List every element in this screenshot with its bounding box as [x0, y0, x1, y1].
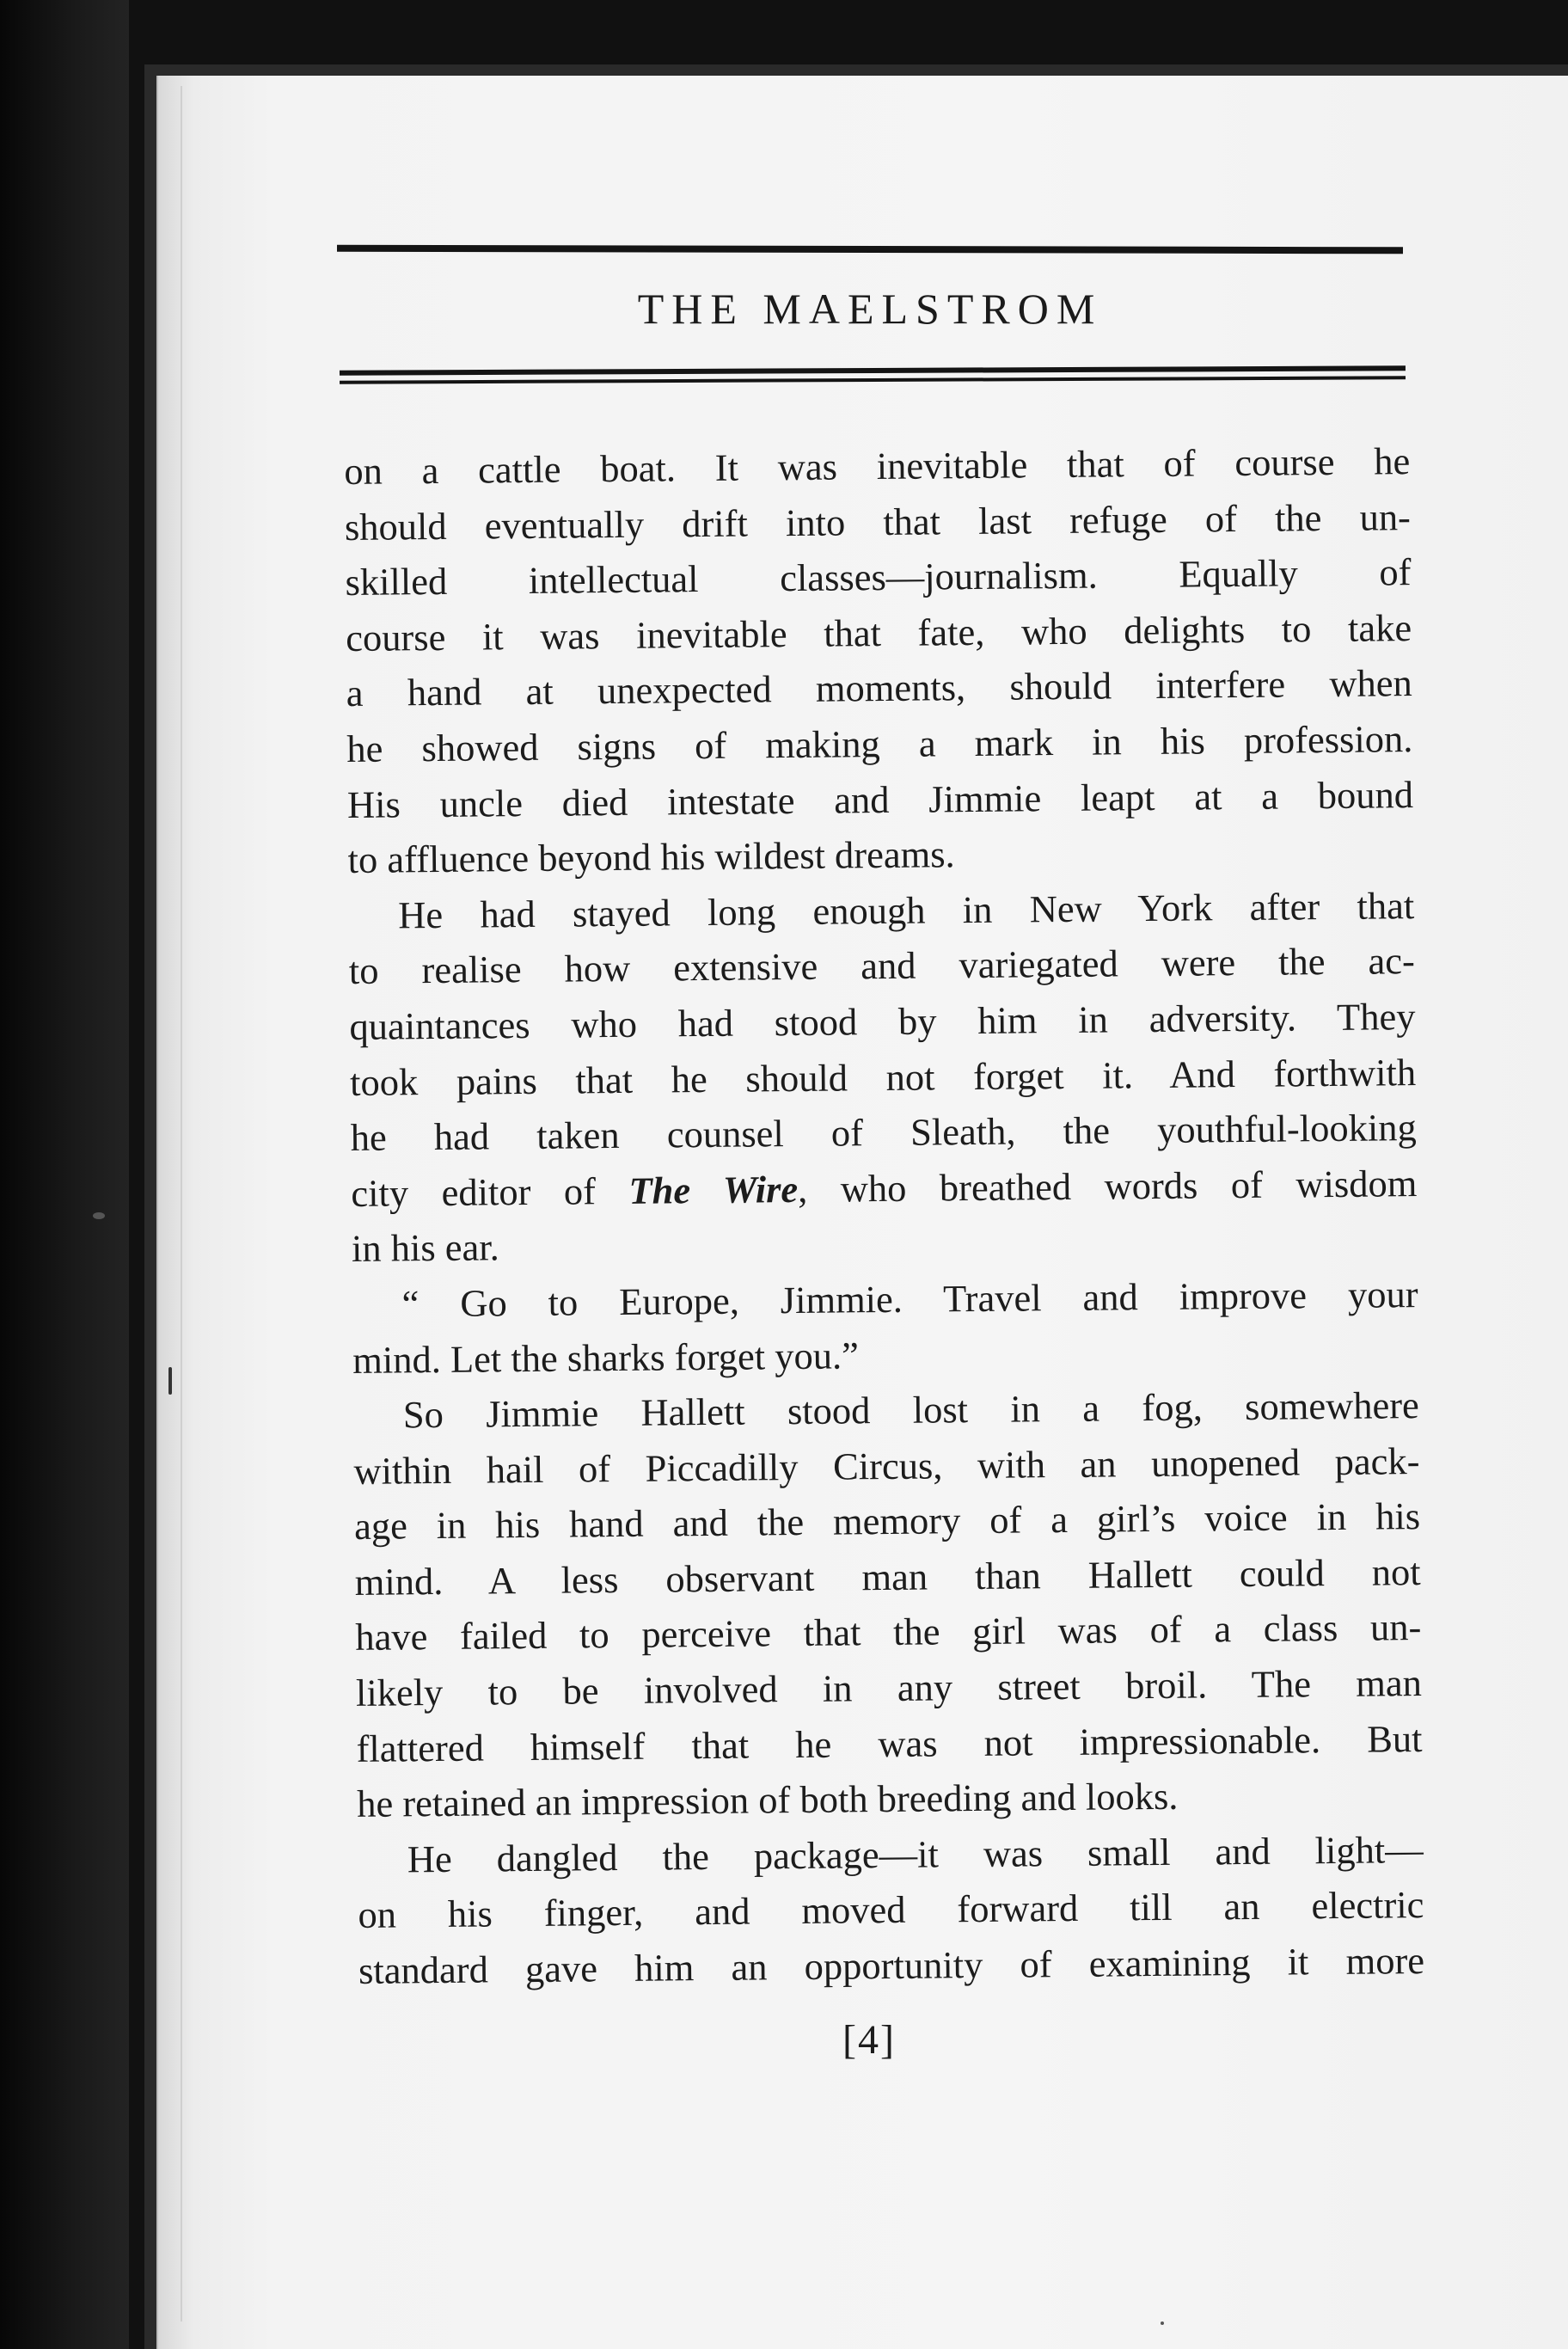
text-line: have failed to perceive that the girl was of a class un-	[355, 1605, 1422, 1659]
running-head: THE MAELSTROM	[637, 285, 1103, 333]
text-line: to realise how extensive and variegated were the ac-	[348, 939, 1416, 993]
text-line: he had taken counsel of Sleath, the youthful-looking	[350, 1106, 1417, 1160]
binding-gutter	[181, 86, 182, 2321]
text-line: course it was inevitable that fate, who delights to take	[345, 605, 1412, 659]
page-number: [4]	[842, 2017, 896, 2063]
text-line: took pains that he should not forget it. And forthwith	[349, 1050, 1417, 1104]
text-line: skilled intellectual classes—journalism. Equally of	[345, 550, 1412, 604]
text-line: a hand at unexpected moments, should interfere when	[346, 661, 1412, 715]
text-line: He had stayed long enough in New York after that	[398, 883, 1415, 937]
text-line: in his ear.	[351, 1225, 500, 1271]
text-line: likely to be involved in any street broil. The man	[355, 1661, 1423, 1714]
text-line: age in his hand and the memory of a girl’s voice in his	[353, 1494, 1421, 1549]
text-line: within hail of Piccadilly Circus, with an unopened pack-	[353, 1438, 1420, 1493]
text-line: city editor of The Wire, who breathed words of wisdom	[351, 1161, 1418, 1215]
text-line: he showed signs of making a mark in his profession.	[346, 717, 1413, 770]
scan-speck	[1161, 2321, 1164, 2325]
text-line: mind. A less observant man than Hallett could not	[354, 1549, 1421, 1604]
text-line: on a cattle boat. It was inevitable that of course he	[344, 439, 1411, 493]
text-line: His uncle died intestate and Jimmie leapt at a bound	[346, 772, 1414, 826]
text-line: to affluence beyond his wildest dreams.	[347, 832, 955, 882]
text-line: he retained an impression of both breeding and looks.	[356, 1775, 1179, 1826]
text-line: should eventually drift into that last refuge of the un-	[344, 494, 1412, 549]
text-line: mind. Let the sharks forget you.”	[352, 1333, 860, 1382]
text-line: standard gave him an opportunity of examining it more	[358, 1939, 1425, 1992]
scan-dark-edge	[0, 0, 129, 2349]
publication-title: The Wire	[628, 1167, 799, 1212]
scan-mark	[168, 1367, 172, 1395]
text-line: quaintances who had stood by him in adversity. They	[349, 995, 1416, 1048]
text-line: He dangled the package—it was small and light—	[407, 1827, 1424, 1881]
scan-speck	[93, 1212, 105, 1219]
text-line: “ Go to Europe, Jimmie. Travel and improve your	[401, 1272, 1418, 1326]
text-line: flattered himself that he was not impressionable. But	[356, 1716, 1423, 1770]
text-line: on his finger, and moved forward till an electric	[358, 1883, 1424, 1937]
text-line: So Jimmie Hallett stood lost in a fog, somewhere	[402, 1383, 1420, 1437]
body-text	[344, 433, 1424, 1998]
